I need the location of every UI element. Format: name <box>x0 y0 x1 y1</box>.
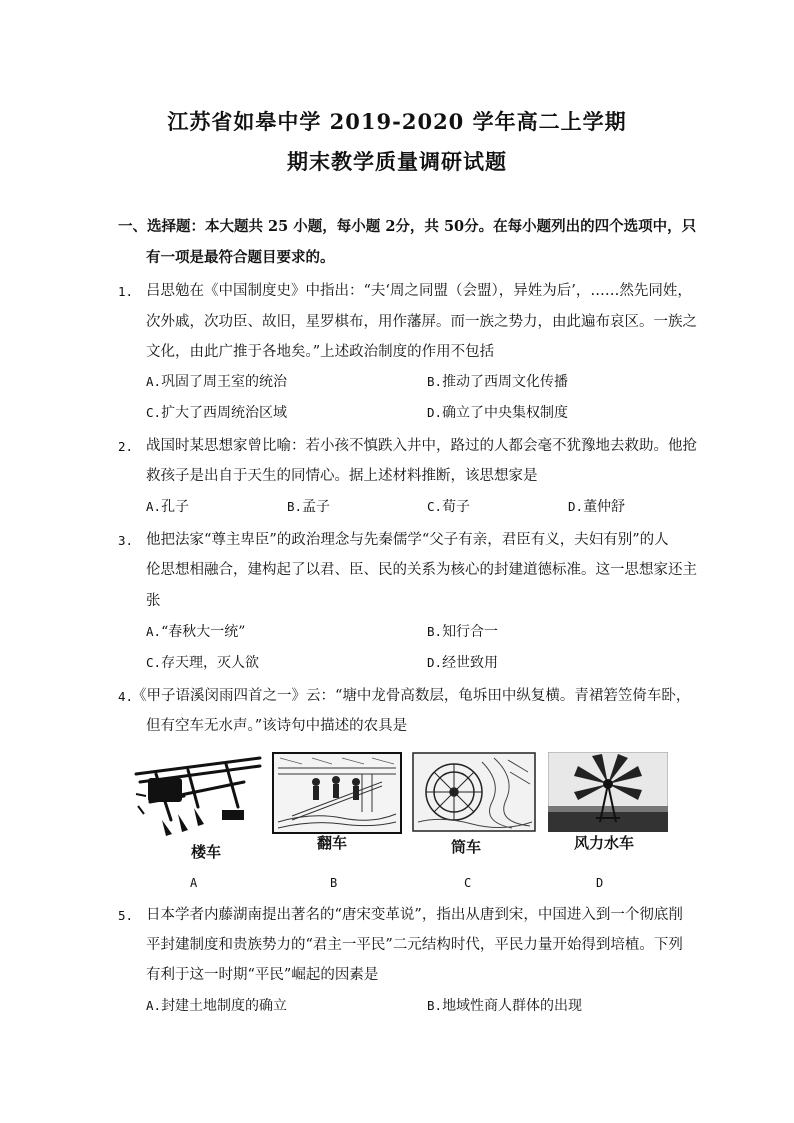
figure-caption-d: 风力水车 <box>574 834 635 852</box>
option-d[interactable]: D.经世致用 <box>427 655 499 671</box>
option-d[interactable]: D.确立了中央集权制度 <box>427 405 569 421</box>
question-text: 有利于这一时期“平民”崛起的因素是 <box>146 967 379 983</box>
option-a[interactable]: A.巩固了周王室的统治 <box>146 374 288 390</box>
question-text: 伦思想相融合，建构起了以君、臣、民的关系为核心的封建道德标准。这一思想家还主 <box>146 562 697 578</box>
question-text: 平封建制度和贵族势力的“君主一平民”二元结构时代，平民力量开始得到培植。下列 <box>146 937 683 953</box>
question-text: 战国时某思想家曾比喻：若小孩不慎跌入井中，路过的人都会毫不犹豫地去救助。他抢 <box>146 438 697 454</box>
question-text: 他把法家“尊主卑臣”的政治理念与先秦儒学“父子有亲，君臣有义，夫妇有别”的人 <box>146 532 669 548</box>
windmill-illustration <box>548 752 668 832</box>
section-heading-line2: 有一项是最符合题目要求的。 <box>146 249 335 266</box>
option-c[interactable]: C.存天理，灭人欲 <box>146 655 260 671</box>
question-number: 1. <box>118 284 134 299</box>
question-text: 次外戚，次功臣、故旧，星罗棋布，用作藩屏。而一族之势力，由此遍布哀区。一族之 <box>146 314 697 330</box>
figure-caption-b: 翻车 <box>317 834 348 852</box>
seed-drill-illustration <box>126 752 266 844</box>
question-text: 文化，由此广推于各地矣。”上述政治制度的作用不包括 <box>146 344 495 360</box>
question-text: 救孩子是出自于天生的同情心。据上述材料推断，该思想家是 <box>146 468 538 484</box>
option-d[interactable]: D.董仲舒 <box>568 499 626 515</box>
page-title: 江苏省如皋中学 2019-2020 学年高二上学期 <box>167 109 627 134</box>
page-subtitle: 期末教学质量调研试题 <box>287 149 507 174</box>
option-c[interactable]: C.荀子 <box>427 499 471 515</box>
question-text: 日本学者内藤湖南提出著名的“唐宋变革说”，指出从唐到宋，中国进入到一个彻底削 <box>146 907 683 923</box>
question-text: 吕思勉在《中国制度史》中指出：“夫‘周之同盟（会盟），异姓为后’，……然先同姓， <box>146 283 692 299</box>
figure-letter-c[interactable]: C <box>464 876 472 890</box>
figure-caption-a: 楼车 <box>191 843 222 861</box>
figure-caption-c: 筒车 <box>451 838 482 856</box>
question-number: 5. <box>118 908 134 923</box>
question-text: 但有空车无水声。”该诗句中描述的农具是 <box>146 718 408 734</box>
section-heading-line1: 一、选择题：本大题共 25 小题，每小题 2分，共 50分。在每小题列出的四个选项中，只 <box>118 218 697 235</box>
figure-letter-a[interactable]: A <box>190 876 198 890</box>
option-b[interactable]: B.地域性商人群体的出现 <box>427 998 583 1014</box>
figure-letter-b[interactable]: B <box>330 876 338 890</box>
option-c[interactable]: C.扩大了西周统治区域 <box>146 405 288 421</box>
option-b[interactable]: B.孟子 <box>287 499 331 515</box>
question-text: 张 <box>146 593 161 609</box>
question-number: 4. <box>118 689 134 704</box>
figure-letter-d[interactable]: D <box>596 876 604 890</box>
question-number: 3. <box>118 533 134 548</box>
question-number: 2. <box>118 439 134 454</box>
chain-pump-illustration <box>272 752 402 834</box>
question-text: 《甲子语溪闵雨四首之一》云：“塘中龙骨高数层，龟坼田中纵复横。青裙箬笠倚车卧， <box>132 688 691 704</box>
option-a[interactable]: A.封建土地制度的确立 <box>146 998 288 1014</box>
option-b[interactable]: B.知行合一 <box>427 624 499 640</box>
noria-wheel-illustration <box>412 752 536 832</box>
option-b[interactable]: B.推动了西周文化传播 <box>427 374 569 390</box>
option-a[interactable]: A.“春秋大一统” <box>146 624 246 640</box>
option-a[interactable]: A.孔子 <box>146 499 190 515</box>
